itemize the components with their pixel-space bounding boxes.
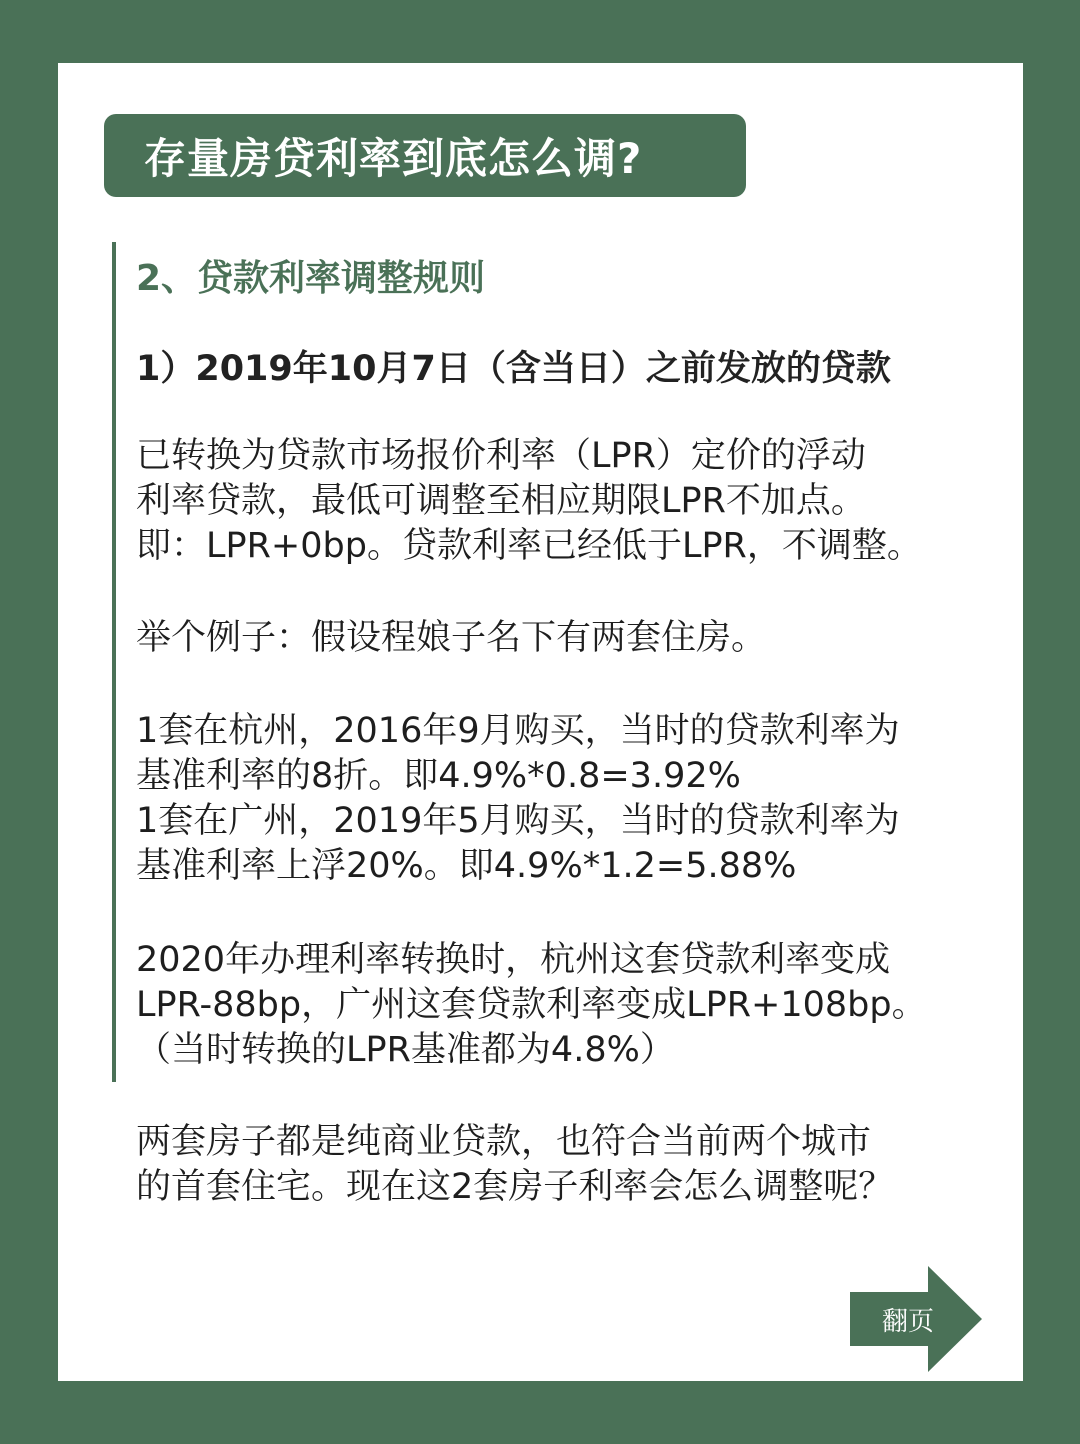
paragraph-question [136, 1120, 996, 1210]
paragraph-line: 利率贷款，最低可调整至相应期限LPR不加点。 [136, 481, 866, 521]
paragraph-line: （当时转换的LPR基准都为4.8%） [136, 1030, 675, 1070]
paragraph-line: 即：LPR+0bp。贷款利率已经低于LPR，不调整。 [136, 526, 922, 566]
page-title: 存量房贷利率到底怎么调? [104, 114, 746, 197]
paragraph-lpr-rule [136, 434, 996, 569]
paragraph-line: 已转换为贷款市场报价利率（LPR）定价的浮动 [136, 436, 866, 476]
paragraph-conversion [136, 938, 996, 1073]
paragraph-line: 的首套住宅。现在这2套房子利率会怎么调整呢？ [136, 1167, 894, 1207]
section-heading: 2、贷款利率调整规则 [136, 258, 486, 299]
paragraph-line: 举个例子：假设程娘子名下有两套住房。 [136, 618, 767, 658]
paragraph-line: 基准利率的8折。即4.9%*0.8=3.92% [136, 756, 741, 796]
paragraph-line: 1套在广州，2019年5月购买，当时的贷款利率为 [136, 801, 900, 841]
paragraph-line: 2020年办理利率转换时，杭州这套贷款利率变成 [136, 940, 891, 980]
next-page-button[interactable] [850, 1266, 982, 1372]
paragraph-line: 两套房子都是纯商业贷款，也符合当前两个城市 [136, 1122, 872, 1162]
paragraph-line: 1套在杭州，2016年9月购买，当时的贷款利率为 [136, 711, 900, 751]
paragraph-line: LPR-88bp，广州这套贷款利率变成LPR+108bp。 [136, 985, 927, 1025]
sub-heading: 1）2019年10月7日（含当日）之前发放的贷款 [136, 349, 891, 389]
paragraph-line: 基准利率上浮20%。即4.9%*1.2=5.88% [136, 846, 797, 886]
next-page-label: 翻页 [881, 1306, 934, 1337]
section-divider-rule [112, 242, 116, 1082]
paragraph-example-intro [136, 616, 996, 661]
paragraph-example-houses [136, 709, 996, 889]
